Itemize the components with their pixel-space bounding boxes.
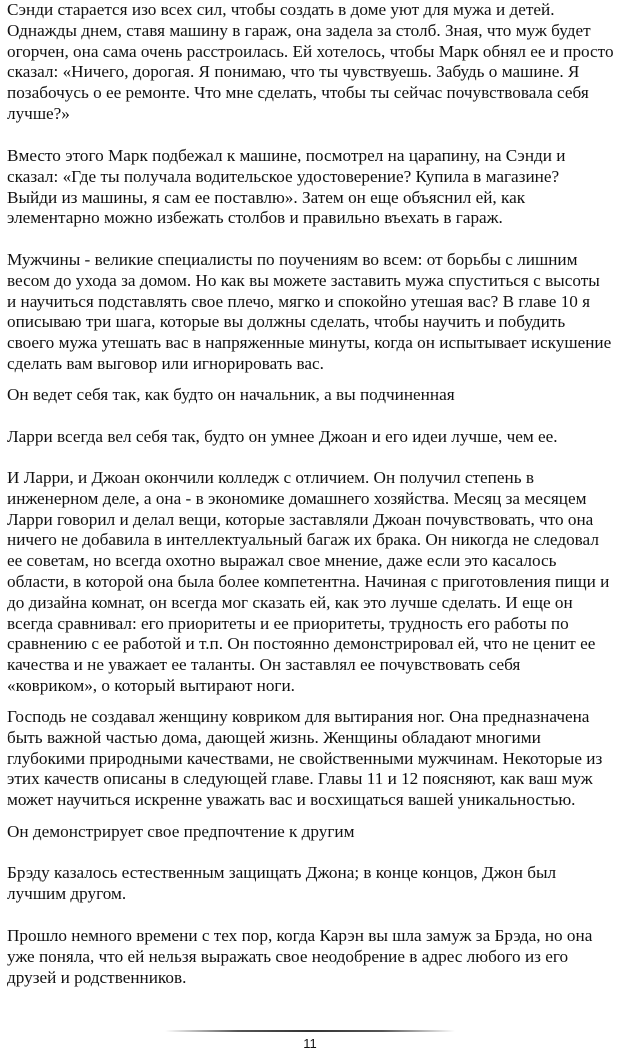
- text-line: области, в которой она была более компетентна. Начиная с приготовления пищи и: [7, 571, 610, 591]
- text-line: сказал: «Ничего, дорогая. Я понимаю, что ты чувствуешь. Забудь о машине. Я: [7, 62, 580, 82]
- paragraph-7: [7, 863, 615, 905]
- text-line: позабочусь о ее ремонте. Что мне сделать, чтобы ты сейчас почувствовала себя: [7, 83, 589, 103]
- section-heading-boss: [7, 385, 615, 406]
- text-line: глубокими природными качествами, не свойственными мужчинам. Некоторые из: [7, 748, 603, 768]
- text-line: Выйди из машины, я сам ее поставлю». Затем он еще объяснил ей, как: [7, 187, 526, 207]
- text-line: качества и не уважает ее таланты. Он заставлял ее почувствовать себя: [7, 655, 521, 675]
- text-line: уже поняла, что ей нельзя выражать свое неодобрение в адрес любого из его: [7, 946, 569, 966]
- text-line: лучшим другом.: [7, 883, 127, 903]
- text-line: Прошло немного времени с тех пор, когда Карэн вы шла замуж за Брэда, но она: [7, 926, 593, 945]
- text-line: может научиться искренне уважать вас и восхищаться вашей уникальностью.: [7, 790, 576, 810]
- text-line: сделать вам выговор или игнорировать вас.: [7, 353, 324, 373]
- text-line: Мужчины - великие специалисты по поучениям во всем: от борьбы с лишним: [7, 250, 578, 269]
- text-line: сравнению с ее работой и т.п. Он постоянно демонстрировал ей, что не ценит ее: [7, 634, 596, 654]
- page-number: 11: [303, 1036, 317, 1051]
- text-line: ничего не добавила в интеллектуальный багаж их брака. Он никогда не следовал: [7, 530, 599, 550]
- paragraph-5: [7, 468, 615, 697]
- text-line: быть важной частью дома, дающей жизнь. Женщины обладают многими: [7, 727, 541, 747]
- text-line: описываю три шага, которые вы должны сделать, чтобы научить и побудить: [7, 312, 566, 332]
- text-line: весом до ухода за домом. Но как вы можете заставить мужа спуститься с высоты: [7, 270, 600, 290]
- text-line: сказал: «Где ты получала водительское удостоверение? Купила в магазине?: [7, 166, 560, 186]
- paragraph-8: [7, 926, 615, 988]
- paragraph-4: [7, 427, 615, 448]
- text-line: Сэнди старается изо всех сил, чтобы создать в доме уют для мужа и детей.: [7, 0, 555, 19]
- text-line: Однажды днем, ставя машину в гараж, она задела за столб. Зная, что муж будет: [7, 20, 591, 40]
- text-line: «ковриком», о который вытирают ноги.: [7, 675, 295, 695]
- text-line: Он демонстрирует свое предпочтение к другим: [7, 822, 355, 841]
- text-line: Брэду казалось естественным защищать Джона; в конце концов, Джон был: [7, 863, 557, 882]
- text-line: друзей и родственников.: [7, 967, 187, 987]
- text-line: огорчен, она сама очень расстроилась. Ей хотелось, чтобы Марк обнял ее и просто: [7, 41, 614, 61]
- text-line: ее советам, но всегда охотно выражал свое мнение, даже если это касалось: [7, 551, 557, 571]
- text-line: элементарно можно избежать столбов и правильно въехать в гараж.: [7, 208, 503, 228]
- text-line: и научиться подставлять свое плечо, мягко и спокойно утешая вас? В главе 10 я: [7, 291, 591, 311]
- text-line: Вместо этого Марк подбежал к машине, посмотрел на царапину, на Сэнди и: [7, 146, 566, 165]
- footer-divider: [165, 1030, 455, 1032]
- paragraph-6: [7, 707, 615, 811]
- text-line: Ларри говорил и делал вещи, которые заставляли Джоан почувствовать, что она: [7, 509, 594, 529]
- text-line: Ларри всегда вел себя так, будто он умнее Джоан и его идеи лучше, чем ее.: [7, 427, 558, 446]
- section-heading-preference: [7, 822, 615, 843]
- paragraph-1: [7, 0, 615, 125]
- text-line: И Ларри, и Джоан окончили колледж с отличием. Он получил степень в: [7, 468, 534, 487]
- text-line: лучше?»: [7, 103, 70, 123]
- text-line: инженерном деле, а она - в экономике домашнего хозяйства. Месяц за месяцем: [7, 488, 587, 508]
- paragraph-2: [7, 146, 615, 229]
- text-line: этих качеств описаны в следующей главе. Главы 11 и 12 поясняют, как ваш муж: [7, 769, 593, 789]
- text-line: Господь не создавал женщину ковриком для вытирания ног. Она предназначена: [7, 707, 590, 726]
- text-line: всегда сравнивал: его приоритеты и ее приоритеты, трудность его работы по: [7, 613, 569, 633]
- text-line: до дизайна комнат, он всегда мог сказать ей, как это лучше сделать. И еще он: [7, 592, 573, 612]
- paragraph-3: [7, 250, 615, 375]
- text-line: Он ведет себя так, как будто он начальник, а вы подчиненная: [7, 385, 455, 404]
- text-line: своего мужа утешать вас в напряженные минуты, когда он испытывает искушение: [7, 333, 612, 353]
